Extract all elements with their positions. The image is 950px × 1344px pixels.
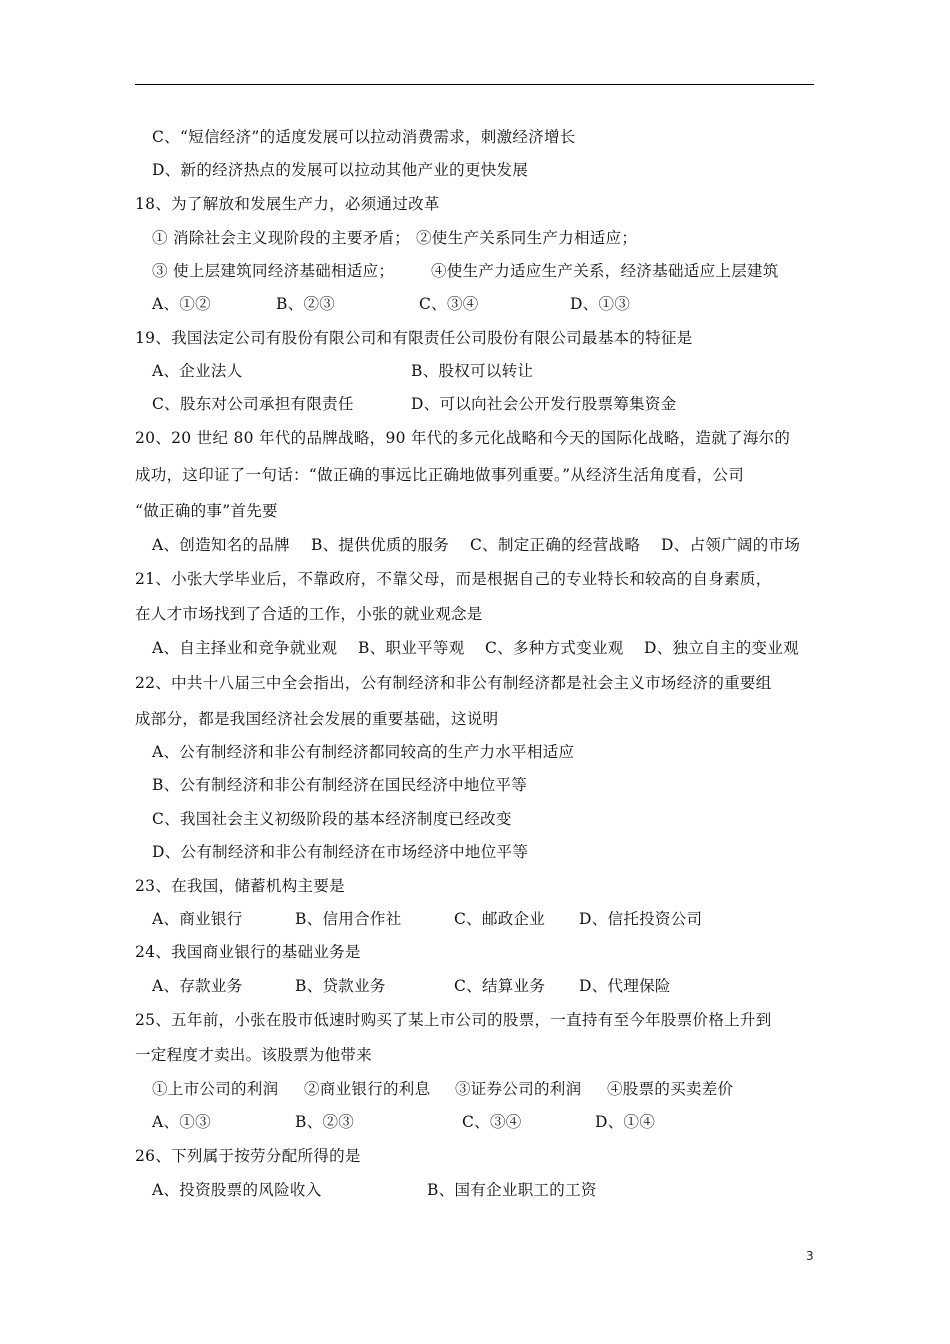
q18-option-b[interactable]: B、②③ [276,295,336,313]
q24-option-b[interactable]: B、贷款业务 [295,977,386,995]
q19-option-c[interactable]: C、股东对公司承担有限责任 [152,395,354,413]
q23-option-d[interactable]: D、信托投资公司 [579,910,703,928]
q25-stem-line-2: 一定程度才卖出。该股票为他带来 [135,1046,373,1064]
q20-option-a[interactable]: A、创造知名的品牌 [152,536,290,554]
q22-option-b[interactable]: B、公有制经济和非公有制经济在国民经济中地位平等 [152,776,528,794]
q18-option-a[interactable]: A、①② [152,295,211,313]
q17-option-d[interactable]: D、新的经济热点的发展可以拉动其他产业的更快发展 [152,161,529,179]
q23-option-a[interactable]: A、商业银行 [152,910,243,928]
q25-statement-1: ①上市公司的利润 [152,1080,279,1098]
q18-option-c[interactable]: C、③④ [419,295,479,313]
q25-option-a[interactable]: A、①③ [152,1113,211,1131]
q18-statements-2 [152,261,779,281]
q17-option-c[interactable]: C、“短信经济”的适度发展可以拉动消费需求，刺激经济增长 [152,128,576,146]
q21-stem-line-1: 21、小张大学毕业后，不靠政府，不靠父母，而是根据自己的专业特长和较高的自身素质， [135,570,772,588]
q22-stem-line-1: 22、中共十八届三中全会指出，公有制经济和非公有制经济都是社会主义市场经济的重要组 [135,674,772,692]
q23-options [152,909,812,929]
q20-option-d[interactable]: D、占领广阔的市场 [661,536,801,554]
q20-stem-line-2: 成功，这印证了一句话：“做正确的事远比正确地做事列重要。”从经济生活角度看，公司 [135,466,745,484]
q25-statement-4: ④股票的买卖差价 [607,1080,734,1098]
q21-option-d[interactable]: D、独立自主的变业观 [644,639,799,657]
q21-option-b[interactable]: B、职业平等观 [358,639,465,657]
q24-options [152,976,812,996]
q20-option-b[interactable]: B、提供优质的服务 [311,536,450,554]
q23-stem: 23、在我国，储蓄机构主要是 [135,877,345,895]
q21-option-c[interactable]: C、多种方式变业观 [485,639,624,657]
q18-statement-4: ④使生产力适应生产关系，经济基础适应上层建筑 [431,262,779,280]
q26-option-b[interactable]: B、国有企业职工的工资 [427,1181,597,1199]
q25-option-c[interactable]: C、③④ [462,1113,522,1131]
q19-option-d[interactable]: D、可以向社会公开发行股票筹集资金 [411,395,677,413]
q24-option-a[interactable]: A、存款业务 [152,977,243,995]
q19-options-row2 [152,394,812,414]
q18-statement-3: ③ 使上层建筑同经济基础相适应； [152,262,395,280]
q23-option-c[interactable]: C、邮政企业 [454,910,546,928]
q25-statement-3: ③证券公司的利润 [455,1080,582,1098]
q18-option-d[interactable]: D、①③ [570,295,631,313]
q21-options [152,638,812,658]
q22-option-d[interactable]: D、公有制经济和非公有制经济在市场经济中地位平等 [152,843,529,861]
q18-statement-1: ① 消除社会主义现阶段的主要矛盾； [152,229,411,247]
q19-option-b[interactable]: B、股权可以转让 [411,362,534,380]
q18-stem: 18、为了解放和发展生产力，必须通过改革 [135,195,440,213]
q23-option-b[interactable]: B、信用合作社 [295,910,402,928]
q24-option-d[interactable]: D、代理保险 [579,977,671,995]
q20-options [152,535,812,555]
q21-option-a[interactable]: A、自主择业和竞争就业观 [152,639,338,657]
q26-options [152,1180,812,1200]
q20-stem-line-3: “做正确的事”首先要 [135,502,278,520]
q19-stem: 19、我国法定公司有股份有限公司和有限责任公司股份有限公司最基本的特征是 [135,329,693,347]
q22-option-c[interactable]: C、我国社会主义初级阶段的基本经济制度已经改变 [152,810,512,828]
q21-stem-line-2: 在人才市场找到了合适的工作，小张的就业观念是 [135,605,483,623]
q18-options [152,294,812,314]
q26-stem: 26、下列属于按劳分配所得的是 [135,1147,361,1165]
q24-option-c[interactable]: C、结算业务 [454,977,546,995]
q25-option-d[interactable]: D、①④ [595,1113,656,1131]
header-rule [135,84,814,85]
q18-statements-1 [152,228,638,248]
page-number: 3 [806,1249,814,1263]
q19-option-a[interactable]: A、企业法人 [152,362,243,380]
q18-statement-2: ②使生产关系同生产力相适应； [416,229,638,247]
q22-stem-line-2: 成部分，都是我国经济社会发展的重要基础，这说明 [135,710,499,728]
q20-stem-line-1: 20、20 世纪 80 年代的品牌战略，90 年代的多元化战略和今天的国际化战略，造就了海尔的 [135,429,791,447]
q25-option-b[interactable]: B、②③ [295,1113,355,1131]
q25-stem-line-1: 25、五年前，小张在股市低速时购买了某上市公司的股票，一直持有至今年股票价格上升到 [135,1011,772,1029]
q24-stem: 24、我国商业银行的基础业务是 [135,943,361,961]
q25-statement-2: ②商业银行的利息 [304,1080,431,1098]
q25-statements [152,1079,812,1099]
q25-options [152,1112,812,1132]
q19-options-row1 [152,361,812,381]
q26-option-a[interactable]: A、投资股票的风险收入 [152,1181,322,1199]
q22-option-a[interactable]: A、公有制经济和非公有制经济都同较高的生产力水平相适应 [152,743,575,761]
q20-option-c[interactable]: C、制定正确的经营战略 [470,536,641,554]
